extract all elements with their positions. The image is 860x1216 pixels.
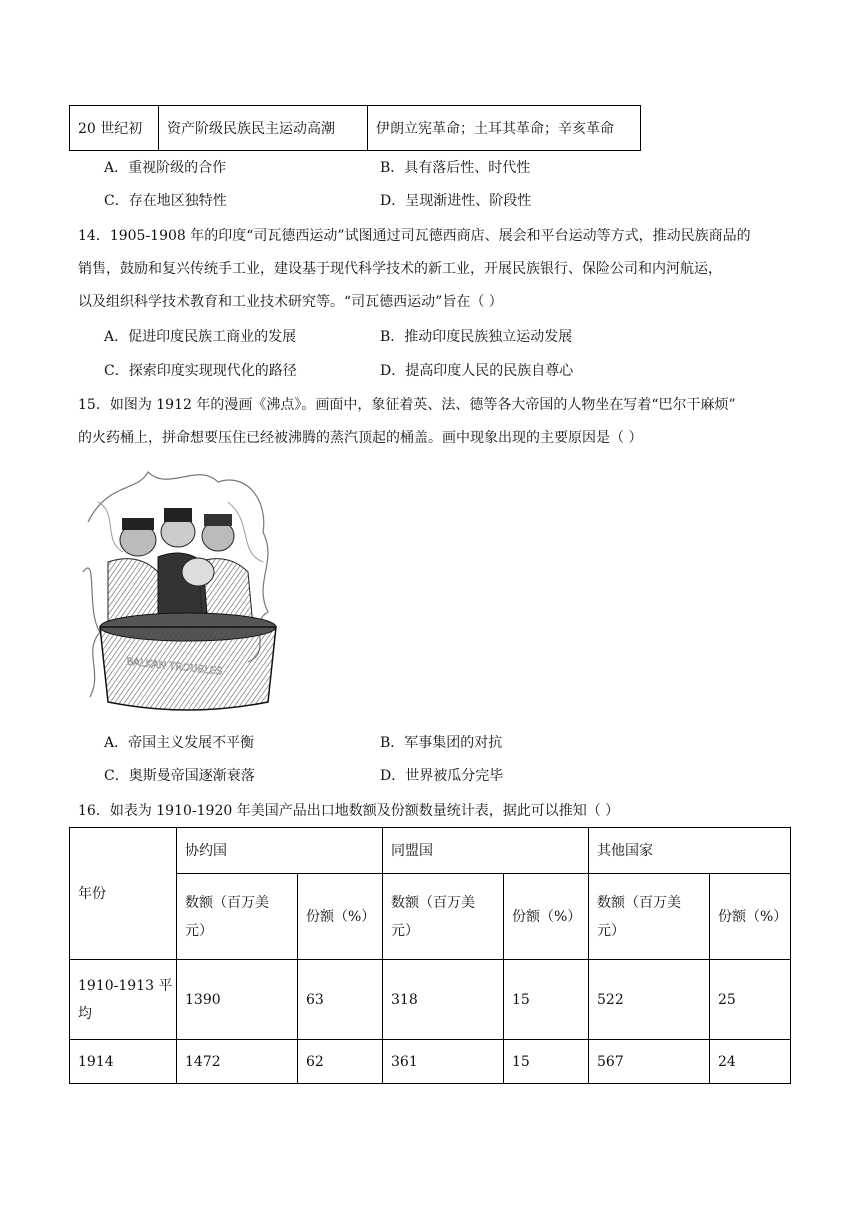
events-cell: 伊朗立宪革命；土耳其革命；辛亥革命	[368, 106, 641, 151]
table-header-row	[70, 828, 791, 874]
year-cell: 1914	[70, 1040, 177, 1084]
value-cell: 522	[589, 960, 710, 1040]
table-subheader-row	[70, 874, 791, 960]
value-cell: 15	[504, 960, 589, 1040]
boiling-point-cartoon	[78, 462, 278, 718]
movement-cell: 资产阶级民族民主运动高潮	[159, 106, 368, 151]
table-row	[70, 1040, 791, 1084]
amount-header: 数额（百万美 元）	[177, 874, 298, 960]
group-header-entente: 协约国	[177, 828, 383, 874]
year-header: 年份	[70, 828, 177, 960]
value-cell: 1472	[177, 1040, 298, 1084]
value-cell: 361	[383, 1040, 504, 1084]
period-cell: 20 世纪初	[70, 106, 159, 151]
q15-stem-line2: 的火药桶上，拼命想要压住已经被沸腾的蒸汽顶起的桶盖。画中现象出现的主要原因是（ ）	[78, 430, 643, 446]
q15-option-d: D．世界被瓜分完毕	[380, 768, 504, 784]
q13-option-d: D．呈现渐进性、阶段性	[380, 193, 532, 209]
year-cell: 1910-1913 平 均	[70, 960, 177, 1040]
share-header: 份额（%）	[298, 874, 383, 960]
table-row	[70, 960, 791, 1040]
value-cell: 62	[298, 1040, 383, 1084]
value-cell: 24	[710, 1040, 791, 1084]
q15-option-a: A．帝国主义发展不平衡	[104, 735, 255, 751]
value-cell: 567	[589, 1040, 710, 1084]
q14-stem-line1: 14．1905-1908 年的印度“司瓦德西运动”试图通过司瓦德西商店、展会和平台运动等方式，推动民族商品的	[78, 228, 751, 244]
q14-stem-line3: 以及组织科学技术教育和工业技术研究等。“司瓦德西运动”旨在（ ）	[78, 294, 503, 310]
top-table	[69, 105, 641, 151]
q13-option-c: C．存在地区独特性	[104, 193, 227, 209]
q14-stem-line2: 销售，鼓励和复兴传统手工业，建设基于现代科学技术的新工业，开展民族银行、保险公司和内河航运，	[78, 261, 722, 277]
cartoon-caption: BALKAN TROUBLES	[125, 656, 223, 678]
q14-option-d: D．提高印度人民的民族自尊心	[380, 363, 574, 379]
value-cell: 318	[383, 960, 504, 1040]
value-cell: 15	[504, 1040, 589, 1084]
q14-option-b: B．推动印度民族独立运动发展	[380, 329, 573, 345]
amount-header: 数额（百万美 元）	[383, 874, 504, 960]
q13-option-b: B．具有落后性、时代性	[380, 160, 531, 176]
value-cell: 25	[710, 960, 791, 1040]
share-header: 份额（%）	[710, 874, 791, 960]
q13-option-a: A．重视阶级的合作	[104, 160, 227, 176]
value-cell: 1390	[177, 960, 298, 1040]
value-cell: 63	[298, 960, 383, 1040]
q16-stem-line1: 16．如表为 1910-1920 年美国产品出口地数额及份额数量统计表，据此可以推知（ ）	[78, 803, 620, 819]
q15-stem-line1: 15．如图为 1912 年的漫画《沸点》。画面中，象征着英、法、德等各大帝国的人物坐在写着“巴尔干麻烦”	[78, 397, 736, 413]
group-header-other: 其他国家	[589, 828, 791, 874]
q14-option-c: C．探索印度实现现代化的路径	[104, 363, 297, 379]
share-header: 份额（%）	[504, 874, 589, 960]
group-header-central: 同盟国	[383, 828, 589, 874]
export-stats-table	[69, 827, 791, 1084]
q14-option-a: A．促进印度民族工商业的发展	[104, 329, 297, 345]
q15-option-b: B．军事集团的对抗	[380, 735, 503, 751]
amount-header: 数额（百万美 元）	[589, 874, 710, 960]
table-row	[70, 106, 641, 151]
q15-option-c: C．奥斯曼帝国逐渐衰落	[104, 768, 255, 784]
